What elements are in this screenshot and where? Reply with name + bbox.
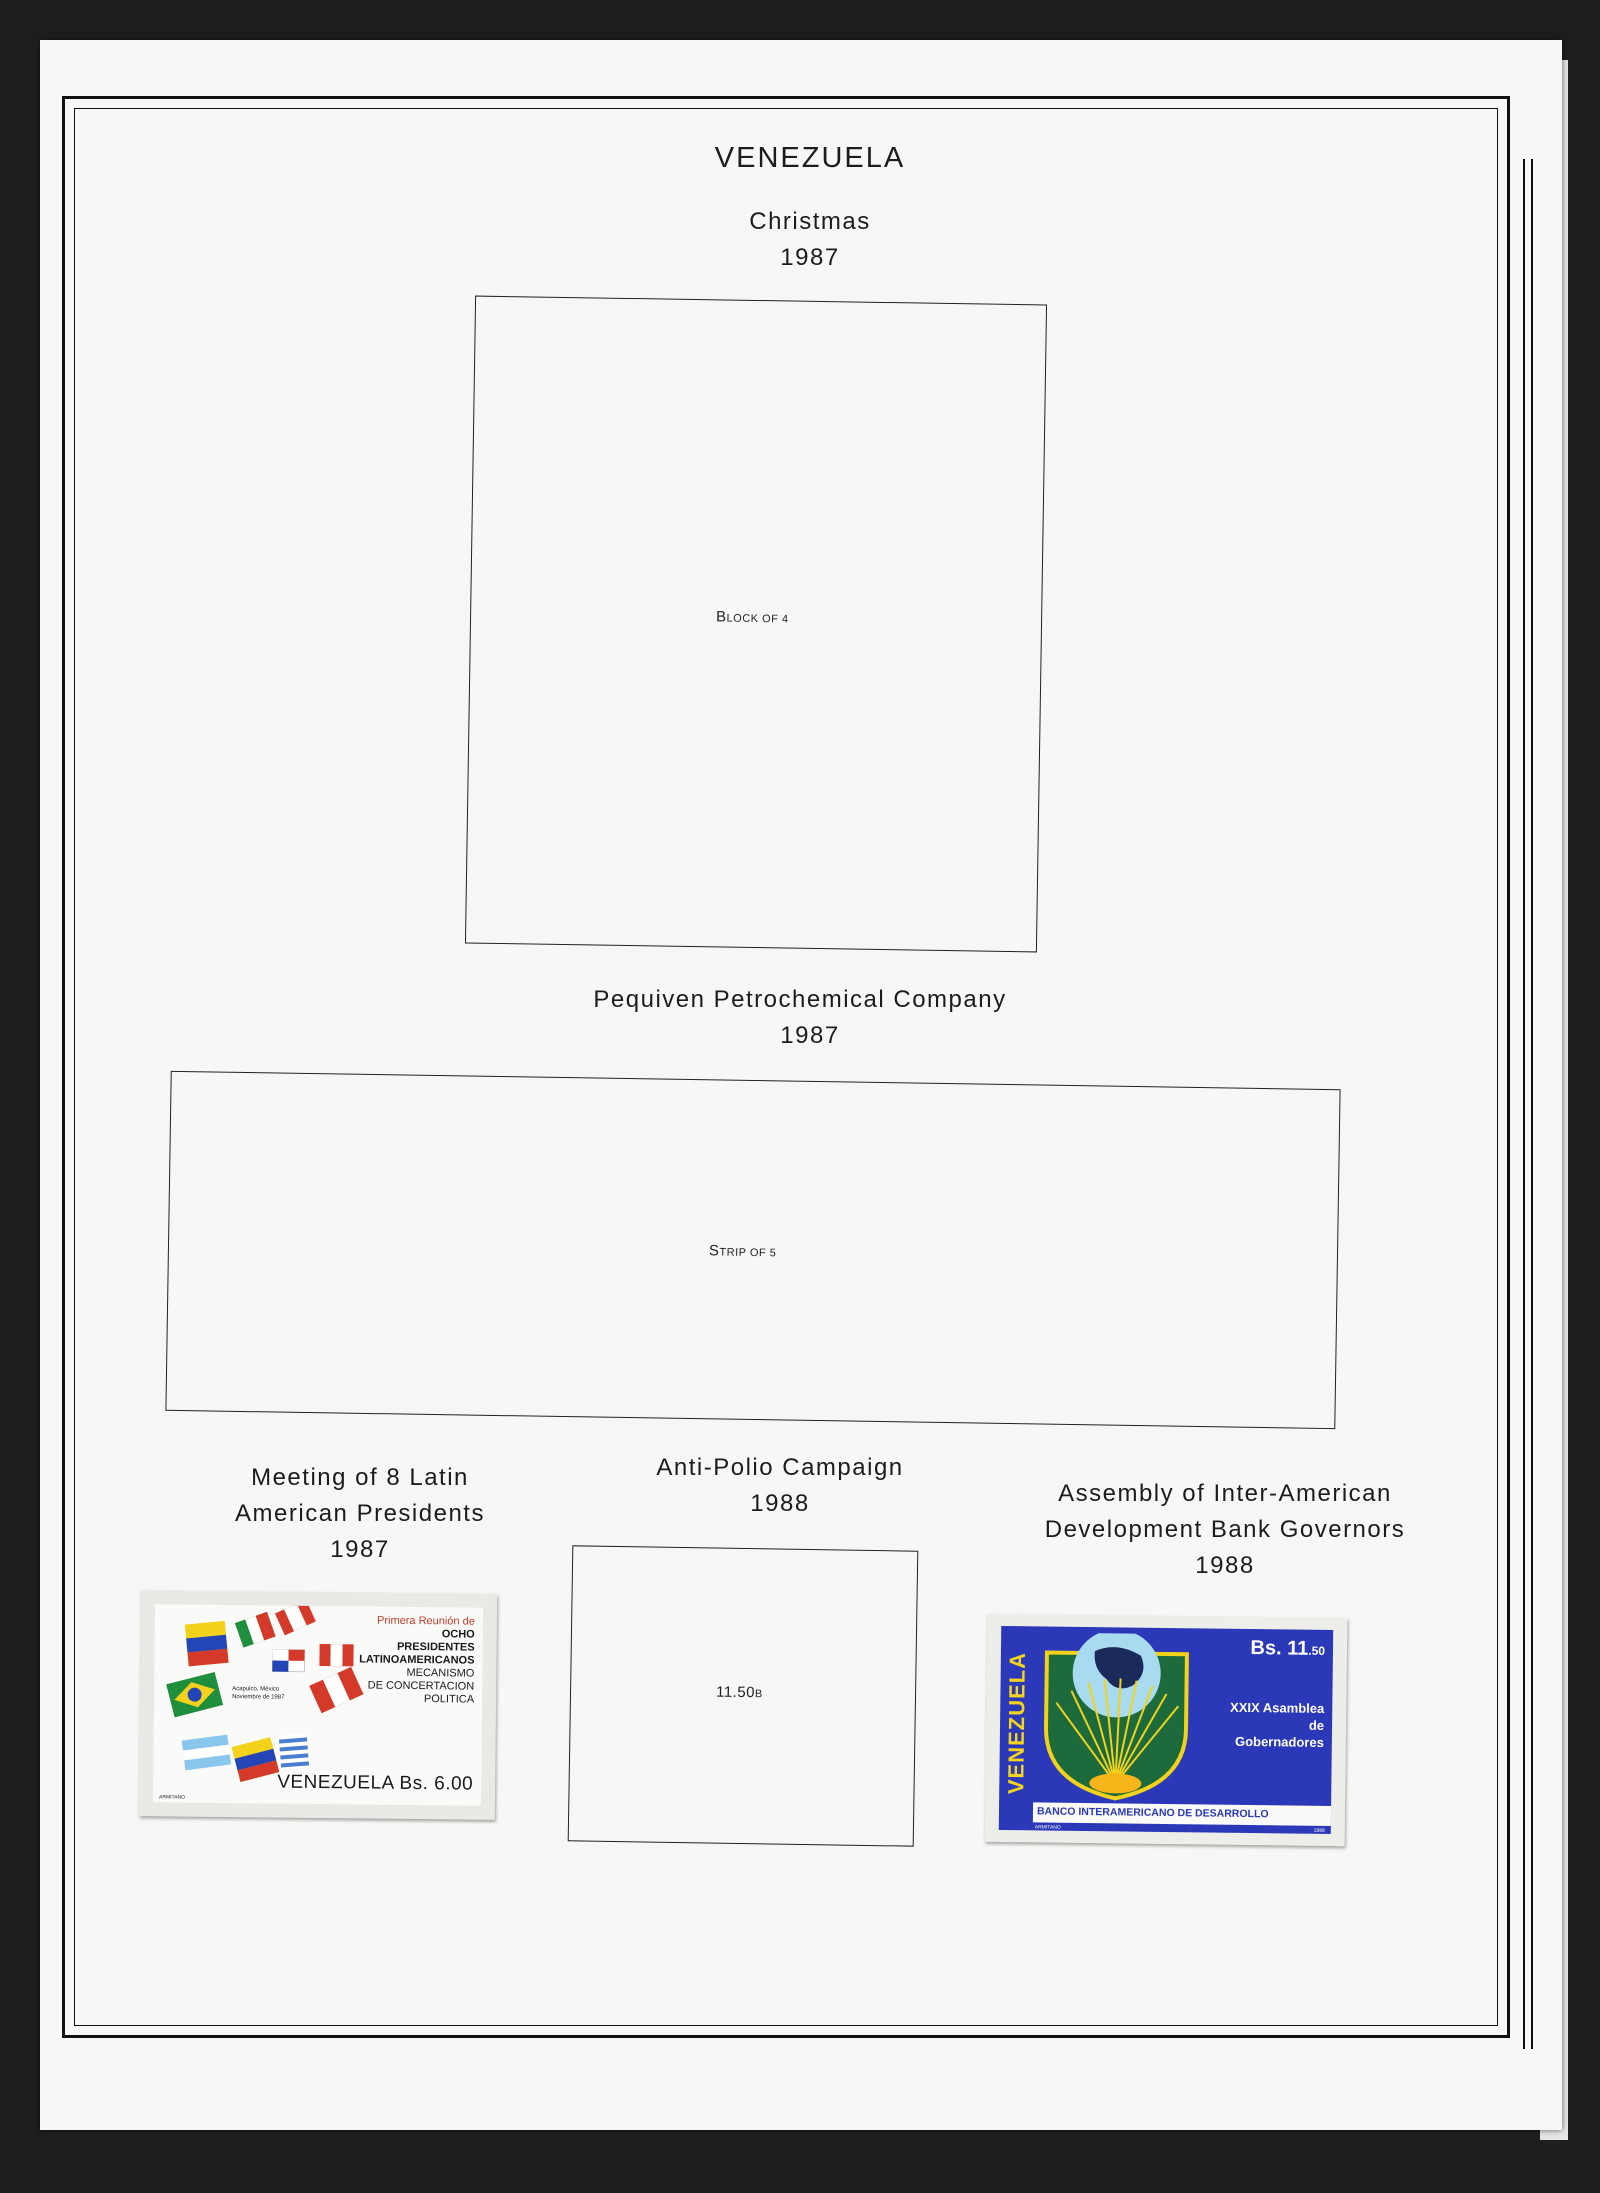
bank-stamp-printer: ARMITANO — [1034, 1824, 1061, 1831]
bank-stamp-bottom-text: BANCO INTERAMERICANO DE DESARROLLO — [1036, 1805, 1269, 1821]
pequiven-title: Pequiven Petrochemical Company — [593, 986, 1007, 1013]
polio-mount-label: 11.50B — [715, 1683, 763, 1702]
polio-stamp-mount[interactable] — [568, 1545, 919, 1846]
meeting-title-line1: Meeting of 8 Latin — [251, 1464, 469, 1491]
stamp-text-heading1: Primera Reunión de — [376, 1614, 475, 1628]
bank-title-line1: Assembly of Inter-American — [1058, 1480, 1392, 1507]
christmas-year: 1987 — [780, 244, 840, 271]
bank-stamp-text2: de — [1308, 1717, 1325, 1733]
bank-stamp-bottom-band — [1033, 1802, 1331, 1826]
bank-title-line2: Development Bank Governors — [1044, 1516, 1406, 1543]
stamp-place-line1: Acapulco, México — [232, 1686, 280, 1693]
pequiven-year: 1987 — [780, 1022, 840, 1049]
bank-stamp[interactable] — [985, 1614, 1348, 1846]
christmas-block-mount[interactable] — [465, 296, 1047, 953]
bank-stamp-country: VENEZUELA — [1003, 1651, 1030, 1795]
meeting-stamp[interactable] — [139, 1590, 497, 1820]
stamp-text-heading3: PRESIDENTES — [396, 1640, 475, 1654]
bank-stamp-value: Bs. 11.50 — [1250, 1637, 1326, 1660]
page-title: VENEZUELA — [714, 142, 906, 174]
bank-stamp-year: 1988 — [1313, 1827, 1325, 1834]
bank-stamp-text3: Gobernadores — [1234, 1733, 1324, 1750]
christmas-title: Christmas — [749, 208, 871, 235]
stamp-text-heading6: DE CONCERTACION — [367, 1679, 475, 1693]
stamp-text-heading4: LATINOAMERICANOS — [359, 1653, 475, 1667]
album-page — [40, 40, 1562, 2130]
meeting-title-line2: American Presidents — [235, 1500, 485, 1527]
polio-year: 1988 — [750, 1490, 810, 1517]
pequiven-strip-label: STRIP OF 5 — [708, 1242, 777, 1260]
bank-stamp-text1: XXIX Asamblea — [1230, 1699, 1325, 1716]
shield-emblem-icon — [1035, 1632, 1197, 1804]
meeting-stamp-face — [153, 1604, 483, 1805]
stamp-text-heading7: POLITICA — [423, 1693, 475, 1706]
meeting-stamp-place — [232, 1685, 285, 1702]
meeting-stamp-text — [359, 1614, 475, 1706]
stamp-place-line2: Noviembre de 1987 — [232, 1694, 285, 1701]
page-border-shadow — [1523, 159, 1533, 2049]
christmas-block-label: BLOCK OF 4 — [715, 608, 789, 626]
meeting-stamp-printer: ARMITANO — [158, 1794, 186, 1801]
meeting-year: 1987 — [330, 1536, 390, 1563]
stamp-text-heading5: MECANISMO — [406, 1666, 475, 1680]
polio-title: Anti-Polio Campaign — [656, 1454, 904, 1481]
meeting-stamp-value: VENEZUELA Bs. 6.00 — [277, 1771, 474, 1795]
bank-stamp-face — [999, 1626, 1333, 1834]
bank-year: 1988 — [1195, 1552, 1255, 1579]
pequiven-strip-mount[interactable] — [165, 1071, 1340, 1429]
bank-stamp-text — [1230, 1699, 1325, 1751]
stamp-text-heading2: OCHO — [441, 1628, 475, 1641]
